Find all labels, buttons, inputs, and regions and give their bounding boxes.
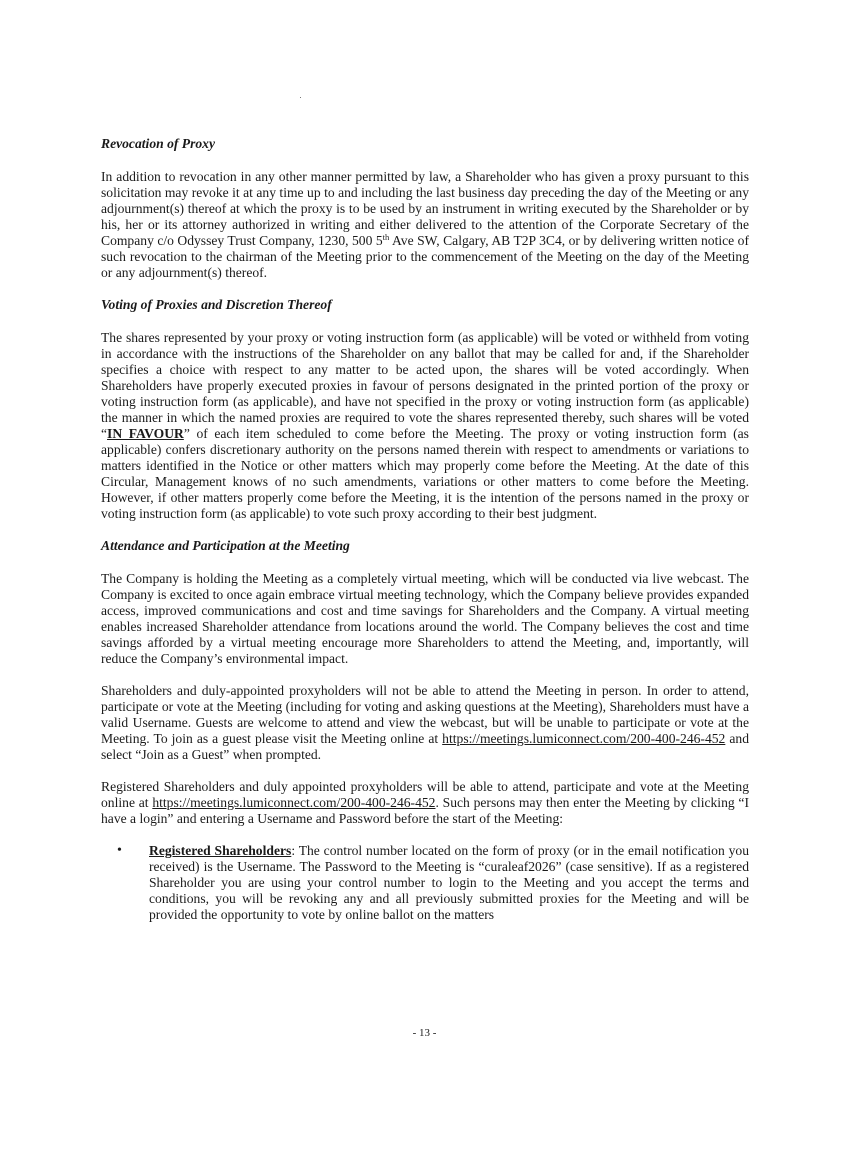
bullet-term: Registered Shareholders [149,843,292,858]
list-item [101,843,749,923]
bullet-text: : The control number located on the form of proxy (or in the email notification you received) is the Username. The Password to the Meeting is “curaleaf2026” (case sensitive). If as a registered Shareholder you are using your control number to login to the Meeting and you accept the terms and conditions, you will be revoking any and all previously submitted proxies for the Meeting and will be provided the opportunity to vote by online ballot on the matters [149,843,749,922]
paragraph-text: Registered Shareholders and duly appointed proxyholders will be able to attend, participate and vote at the Meeting online at [101,779,749,810]
paragraph-attendance-intro: The Company is holding the Meeting as a completely virtual meeting, which will be conducted via live webcast. The Company is excited to once again embrace virtual meeting technology, which the Company believe provides expanded access, improved communications and cost and time savings for Shareholders and the Company. A virtual meeting enables increased Shareholder attendance from locations around the world. The Company believes the cost and time savings afforded by a virtual meeting encourage more Shareholders to attend the Meeting, and, importantly, will reduce the Company’s environmental impact. [101,571,749,666]
paragraph-attendance-registered [101,779,749,827]
document-page [101,136,749,923]
paragraph-text: Shareholders and duly-appointed proxyholders will not be able to attend the Meeting in person. In order to attend, participate or vote at the Meeting (including for voting and asking questions at the Meeting), Shareholders must have a valid Username. Guests are welcome to attend and view the webcast, but will be unable to participate or vote at the Meeting. To join as a guest please visit the Meeting online at [101,683,749,746]
paragraph-attendance-guests [101,683,749,763]
paragraph-text: and select “Join as a Guest” when prompted. [101,731,749,762]
paragraph-revocation [101,169,749,281]
heading-attendance-participation: Attendance and Participation at the Meeting [101,538,350,553]
paragraph-text: ” of each item scheduled to come before the Meeting. The proxy or voting instruction form (as applicable) confers discretionary authority on the persons named therein with respect to amendments or variations to matters identified in the Notice or other matters which may properly come before the Meeting. At the date of this Circular, Management knows of no such amendments, variations or other matters to come before the Meeting. However, if other matters properly come before the Meeting, it is the intention of the persons named in the proxy or voting instruction form (as applicable) to vote such proxy according to their best judgment. [101,426,749,521]
emphasis-in-favour: IN FAVOUR [107,426,184,441]
paragraph-text: The shares represented by your proxy or voting instruction form (as applicable) will be voted or withheld from voting in accordance with the instructions of the Shareholder on any ballot that may be called for and, if the Shareholder specifies a choice with respect to any matter to be acted upon, the shares will be voted accordingly. When Shareholders have properly executed proxies in favour of persons designated in the printed portion of the proxy or voting instruction form (as applicable), and have not specified in the proxy or voting instruction form (as applicable) the manner in which the named proxies are required to vote the shares represented thereby, such shares will be voted “ [101,330,749,441]
paragraph-text: . Such persons may then enter the Meeting by clicking “I have a login” and entering a Username and Password before the start of the Meeting: [101,795,749,826]
paragraph-voting [101,330,749,522]
paragraph-text: In addition to revocation in any other manner permitted by law, a Shareholder who has given a proxy pursuant to this solicitation may revoke it at any time up to and including the last business day preceding the day of the Meeting or any adjournment(s) thereof at which the proxy is to be used by an instrument in writing executed by the Shareholder or by his, her or its attorney authorized in writing and either delivered to the attention of the Corporate Secretary of the Company c/o Odyssey Trust Company, 1230, 500 5 [101,169,749,248]
paragraph-text: Ave SW, Calgary, AB T2P 3C4, or by delivering written notice of such revocation to the chairman of the Meeting prior to the commencement of the Meeting on the day of the Meeting or any adjournment(s) thereof. [101,233,749,280]
stray-mark [300,97,301,98]
heading-voting-of-proxies: Voting of Proxies and Discretion Thereof [101,297,332,312]
bullet-icon: • [117,843,122,858]
page-number: - 13 - [412,1027,437,1039]
heading-revocation-of-proxy: Revocation of Proxy [101,136,216,151]
meeting-link[interactable]: https://meetings.lumiconnect.com/200-400-246-452 [152,795,436,810]
superscript: th [382,232,390,242]
meeting-link[interactable]: https://meetings.lumiconnect.com/200-400-246-452 [442,731,726,746]
bullet-list [101,843,749,923]
